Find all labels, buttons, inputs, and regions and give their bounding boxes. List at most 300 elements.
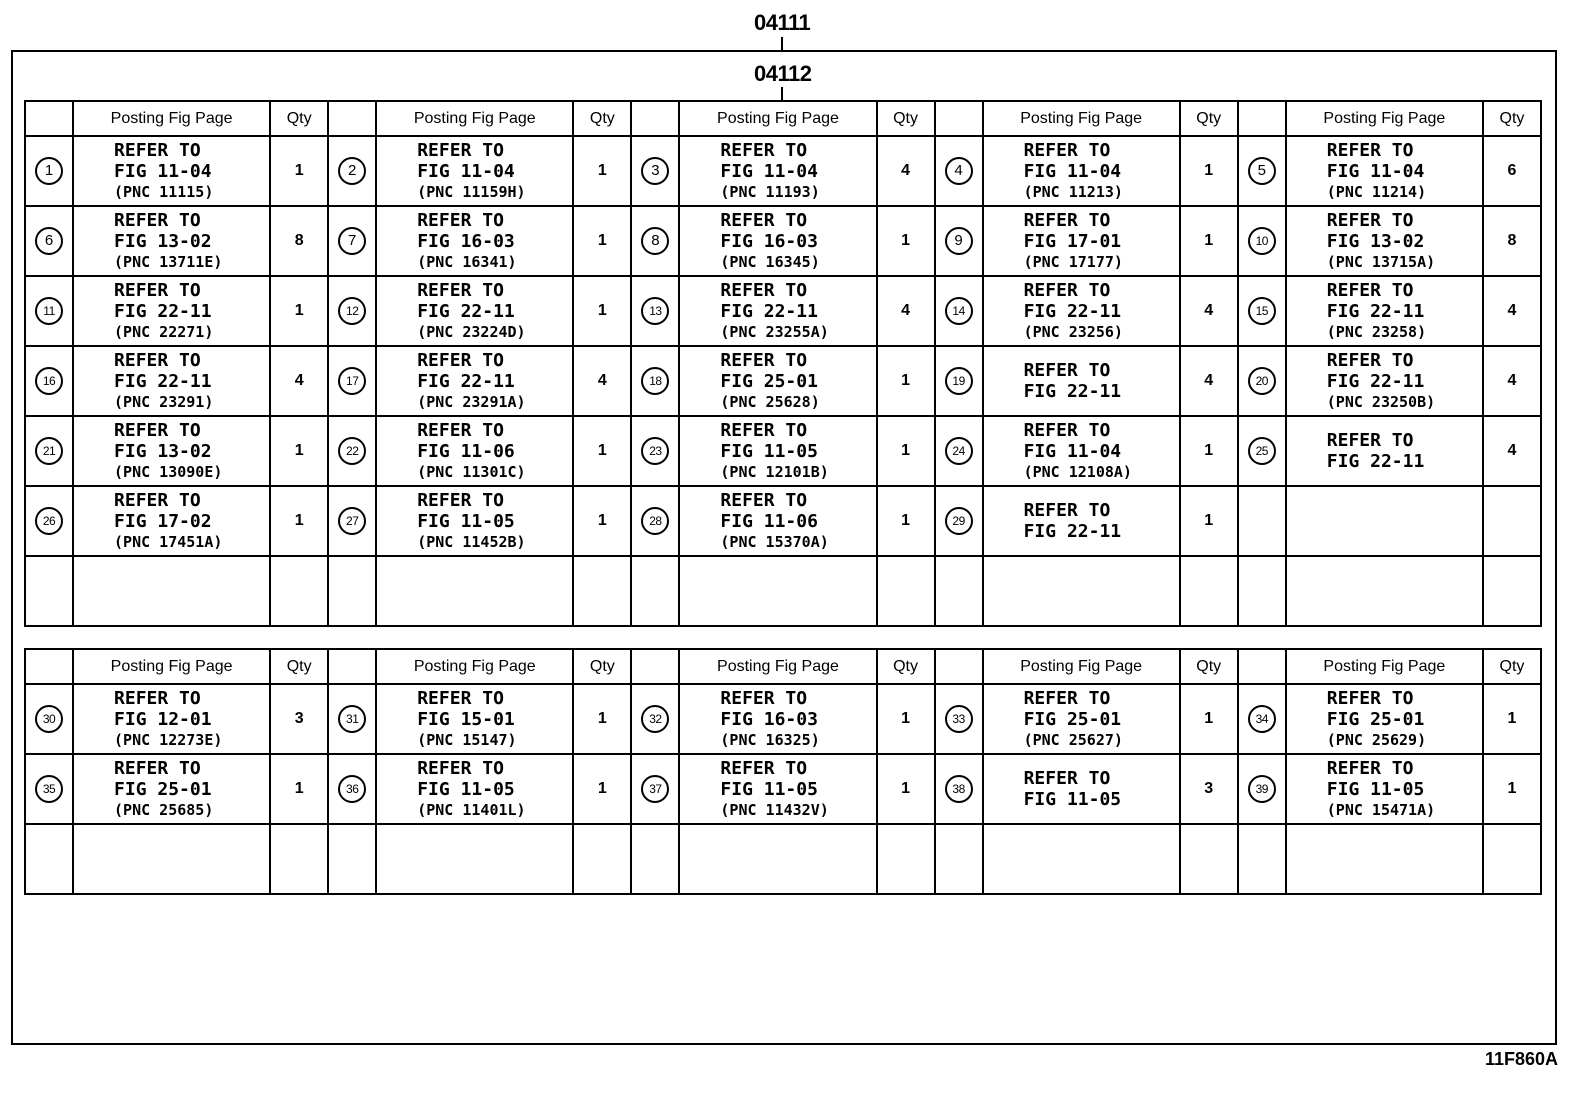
item-number-badge: 20 xyxy=(1248,367,1276,395)
item-number-badge: 25 xyxy=(1248,437,1276,465)
item-number-cell xyxy=(1238,486,1286,556)
header-qty: Qty xyxy=(573,649,631,684)
empty-cell xyxy=(25,556,73,626)
empty-cell xyxy=(631,824,679,894)
item-number-cell xyxy=(328,136,376,206)
qty-cell: 1 xyxy=(877,754,935,824)
qty-cell: 1 xyxy=(877,684,935,754)
qty-cell: 1 xyxy=(1180,136,1238,206)
pnc-reference: (PNC 25628) xyxy=(720,392,820,411)
header-qty: Qty xyxy=(877,649,935,684)
item-number-badge: 9 xyxy=(945,227,973,255)
refer-cell xyxy=(983,136,1180,206)
item-number-cell xyxy=(631,136,679,206)
qty-cell: 6 xyxy=(1483,136,1541,206)
pnc-reference: (PNC 23291) xyxy=(114,392,214,411)
item-number-badge: 13 xyxy=(641,297,669,325)
empty-cell xyxy=(73,824,270,894)
refer-cell xyxy=(1286,346,1483,416)
item-number-badge: 33 xyxy=(945,705,973,733)
pnc-reference: (PNC 23255A) xyxy=(720,322,829,341)
refer-to-label: REFER TO xyxy=(720,139,808,161)
refer-cell xyxy=(679,754,876,824)
qty-cell: 1 xyxy=(1483,754,1541,824)
item-number-badge: 19 xyxy=(945,367,973,395)
fig-reference: FIG 22-11 xyxy=(417,300,515,322)
item-number-badge: 38 xyxy=(945,775,973,803)
parts-table-1 xyxy=(24,100,1542,627)
header-row xyxy=(25,101,1541,136)
item-number-cell xyxy=(1238,276,1286,346)
pnc-reference: (PNC 23256) xyxy=(1023,322,1123,341)
item-number-badge: 37 xyxy=(641,775,669,803)
refer-to-label: REFER TO xyxy=(720,419,808,441)
qty-cell: 1 xyxy=(573,486,631,556)
refer-to-label: REFER TO xyxy=(114,279,201,301)
header-qty: Qty xyxy=(1180,101,1238,136)
item-number-cell xyxy=(631,276,679,346)
empty-row xyxy=(25,556,1541,626)
item-number-cell xyxy=(935,684,983,754)
table-row xyxy=(25,684,1541,754)
header-number-cell xyxy=(935,649,983,684)
item-number-badge: 6 xyxy=(35,227,63,255)
refer-to-label: REFER TO xyxy=(417,349,504,371)
refer-to-label: REFER TO xyxy=(720,489,808,511)
pnc-reference: (PNC 25629) xyxy=(1326,730,1427,749)
table-row xyxy=(25,416,1541,486)
item-number-badge: 5 xyxy=(1248,157,1276,185)
header-qty: Qty xyxy=(1483,101,1541,136)
fig-reference: FIG 13-02 xyxy=(1326,230,1425,252)
fig-reference: FIG 13-02 xyxy=(114,230,212,252)
fig-reference: FIG 11-04 xyxy=(417,160,515,182)
refer-to-label: REFER TO xyxy=(114,489,201,511)
empty-cell xyxy=(679,824,876,894)
header-number-cell xyxy=(1238,649,1286,684)
item-number-badge: 30 xyxy=(35,705,63,733)
empty-cell xyxy=(270,824,328,894)
qty-cell: 1 xyxy=(1180,206,1238,276)
header-row xyxy=(25,649,1541,684)
refer-to-label: REFER TO xyxy=(417,419,504,441)
refer-cell xyxy=(73,486,270,556)
header-number-cell xyxy=(328,101,376,136)
pnc-reference: (PNC 11213) xyxy=(1023,182,1123,201)
item-number-badge: 15 xyxy=(1248,297,1276,325)
fig-reference: FIG 16-03 xyxy=(720,708,818,730)
refer-to-label: REFER TO xyxy=(1023,279,1111,301)
item-number-badge: 3 xyxy=(641,157,669,185)
qty-cell: 3 xyxy=(1180,754,1238,824)
refer-cell xyxy=(1286,754,1483,824)
leader-line-top xyxy=(781,37,783,51)
refer-to-label: REFER TO xyxy=(1326,430,1414,451)
header-number-cell xyxy=(631,101,679,136)
item-number-badge: 1 xyxy=(35,157,63,185)
qty-cell: 1 xyxy=(573,206,631,276)
fig-reference: FIG 11-04 xyxy=(1326,160,1425,182)
refer-to-label: REFER TO xyxy=(720,687,808,709)
item-number-badge: 23 xyxy=(641,437,669,465)
empty-cell xyxy=(573,824,631,894)
assembly-code-sub: 04112 xyxy=(754,61,812,86)
pnc-reference: (PNC 11452B) xyxy=(417,532,526,551)
fig-reference: FIG 11-06 xyxy=(417,440,515,462)
pnc-reference: (PNC 12273E) xyxy=(114,730,223,749)
fig-reference: FIG 11-06 xyxy=(720,510,818,532)
refer-cell xyxy=(376,684,573,754)
empty-cell xyxy=(877,556,935,626)
pnc-reference: (PNC 11301C) xyxy=(417,462,526,481)
fig-reference: FIG 16-03 xyxy=(720,230,818,252)
refer-cell xyxy=(376,486,573,556)
refer-cell xyxy=(679,136,876,206)
fig-reference: FIG 25-01 xyxy=(1326,708,1425,730)
header-number-cell xyxy=(1238,101,1286,136)
item-number-badge: 8 xyxy=(641,227,669,255)
item-number-cell xyxy=(1238,416,1286,486)
qty-cell: 1 xyxy=(877,486,935,556)
refer-cell xyxy=(73,136,270,206)
empty-cell xyxy=(983,824,1180,894)
fig-reference: FIG 22-11 xyxy=(1023,521,1122,542)
refer-cell xyxy=(73,684,270,754)
empty-cell xyxy=(935,556,983,626)
refer-cell xyxy=(1286,136,1483,206)
qty-cell xyxy=(1483,486,1541,556)
qty-cell: 4 xyxy=(877,136,935,206)
refer-to-label: REFER TO xyxy=(1023,500,1111,521)
fig-reference: FIG 22-11 xyxy=(417,370,515,392)
refer-cell xyxy=(679,684,876,754)
fig-reference: FIG 15-01 xyxy=(417,708,515,730)
fig-reference: FIG 11-05 xyxy=(1023,789,1122,810)
fig-reference: FIG 22-11 xyxy=(720,300,818,322)
empty-cell xyxy=(328,824,376,894)
fig-reference: FIG 22-11 xyxy=(1023,300,1122,322)
table-row xyxy=(25,486,1541,556)
empty-cell xyxy=(1180,824,1238,894)
pnc-reference: (PNC 12101B) xyxy=(720,462,829,481)
empty-cell xyxy=(328,556,376,626)
item-number-cell xyxy=(935,754,983,824)
fig-reference: FIG 11-04 xyxy=(720,160,818,182)
refer-cell xyxy=(983,276,1180,346)
item-number-cell xyxy=(1238,136,1286,206)
pnc-reference: (PNC 11159H) xyxy=(417,182,526,201)
qty-cell: 1 xyxy=(1180,684,1238,754)
fig-reference: FIG 22-11 xyxy=(114,300,212,322)
pnc-reference: (PNC 11193) xyxy=(720,182,820,201)
header-qty: Qty xyxy=(1180,649,1238,684)
item-number-badge: 2 xyxy=(338,157,366,185)
header-posting-fig-page: Posting Fig Page xyxy=(983,649,1180,684)
refer-to-label: REFER TO xyxy=(114,349,201,371)
refer-cell xyxy=(679,346,876,416)
qty-cell: 4 xyxy=(1180,276,1238,346)
pnc-reference: (PNC 23224D) xyxy=(417,322,526,341)
qty-cell: 8 xyxy=(270,206,328,276)
empty-cell xyxy=(935,824,983,894)
header-qty: Qty xyxy=(270,101,328,136)
item-number-cell xyxy=(328,346,376,416)
refer-cell xyxy=(1286,684,1483,754)
item-number-badge: 26 xyxy=(35,507,63,535)
refer-cell xyxy=(1286,276,1483,346)
empty-cell xyxy=(1286,824,1483,894)
refer-to-label: REFER TO xyxy=(1023,360,1111,381)
pnc-reference: (PNC 11214) xyxy=(1326,182,1427,201)
header-number-cell xyxy=(935,101,983,136)
item-number-cell xyxy=(631,206,679,276)
pnc-reference: (PNC 17177) xyxy=(1023,252,1123,271)
item-number-badge: 29 xyxy=(945,507,973,535)
refer-to-label: REFER TO xyxy=(1023,687,1111,709)
refer-cell xyxy=(679,416,876,486)
qty-cell: 3 xyxy=(270,684,328,754)
qty-cell: 1 xyxy=(877,346,935,416)
item-number-badge: 27 xyxy=(338,507,366,535)
qty-cell: 1 xyxy=(877,416,935,486)
qty-cell: 1 xyxy=(877,206,935,276)
fig-reference: FIG 11-05 xyxy=(1326,778,1425,800)
illustration-code: 11F860A xyxy=(1484,1049,1558,1069)
qty-cell: 1 xyxy=(270,486,328,556)
header-qty: Qty xyxy=(573,101,631,136)
pnc-reference: (PNC 16345) xyxy=(720,252,820,271)
fig-reference: FIG 11-05 xyxy=(720,778,818,800)
item-number-badge: 10 xyxy=(1248,227,1276,255)
item-number-badge: 39 xyxy=(1248,775,1276,803)
refer-cell xyxy=(983,754,1180,824)
qty-cell: 1 xyxy=(573,136,631,206)
header-posting-fig-page: Posting Fig Page xyxy=(376,101,573,136)
refer-cell xyxy=(73,754,270,824)
table-row xyxy=(25,346,1541,416)
refer-cell xyxy=(983,416,1180,486)
item-number-cell xyxy=(631,346,679,416)
pnc-reference: (PNC 17451A) xyxy=(114,532,223,551)
header-qty: Qty xyxy=(270,649,328,684)
item-number-badge: 34 xyxy=(1248,705,1276,733)
pnc-reference: (PNC 11115) xyxy=(114,182,214,201)
fig-reference: FIG 11-05 xyxy=(417,510,515,532)
qty-cell: 1 xyxy=(573,416,631,486)
refer-to-label: REFER TO xyxy=(720,279,808,301)
header-posting-fig-page: Posting Fig Page xyxy=(376,649,573,684)
fig-reference: FIG 13-02 xyxy=(114,440,212,462)
fig-reference: FIG 11-04 xyxy=(114,160,212,182)
item-number-cell xyxy=(25,346,73,416)
pnc-reference: (PNC 23258) xyxy=(1326,322,1427,341)
qty-cell: 1 xyxy=(1483,684,1541,754)
refer-cell xyxy=(1286,206,1483,276)
fig-reference: FIG 22-11 xyxy=(1326,370,1425,392)
fig-reference: FIG 17-01 xyxy=(1023,230,1122,252)
refer-to-label: REFER TO xyxy=(1023,768,1111,789)
refer-to-label: REFER TO xyxy=(720,757,808,779)
empty-cell xyxy=(573,556,631,626)
refer-cell xyxy=(376,276,573,346)
refer-cell xyxy=(983,684,1180,754)
refer-to-label: REFER TO xyxy=(417,489,504,511)
item-number-badge: 11 xyxy=(35,297,63,325)
header-number-cell xyxy=(25,649,73,684)
refer-to-label: REFER TO xyxy=(114,757,201,779)
refer-to-label: REFER TO xyxy=(1326,757,1414,779)
item-number-badge: 32 xyxy=(641,705,669,733)
refer-to-label: REFER TO xyxy=(417,139,504,161)
item-number-cell xyxy=(935,346,983,416)
header-posting-fig-page: Posting Fig Page xyxy=(73,649,270,684)
item-number-cell xyxy=(328,754,376,824)
item-number-cell xyxy=(328,684,376,754)
pnc-reference: (PNC 11432V) xyxy=(720,800,829,819)
refer-to-label: REFER TO xyxy=(114,419,201,441)
refer-cell xyxy=(376,416,573,486)
item-number-badge: 17 xyxy=(338,367,366,395)
item-number-cell xyxy=(25,136,73,206)
item-number-cell xyxy=(935,276,983,346)
item-number-badge: 31 xyxy=(338,705,366,733)
refer-to-label: REFER TO xyxy=(417,279,504,301)
header-number-cell xyxy=(631,649,679,684)
header-posting-fig-page: Posting Fig Page xyxy=(1286,649,1483,684)
table-row xyxy=(25,136,1541,206)
item-number-cell xyxy=(1238,206,1286,276)
header-number-cell xyxy=(328,649,376,684)
empty-cell xyxy=(631,556,679,626)
refer-to-label: REFER TO xyxy=(417,757,504,779)
pnc-reference: (PNC 15370A) xyxy=(720,532,829,551)
qty-cell: 4 xyxy=(1180,346,1238,416)
refer-to-label: REFER TO xyxy=(114,687,201,709)
item-number-cell xyxy=(935,486,983,556)
item-number-badge: 12 xyxy=(338,297,366,325)
refer-to-label: REFER TO xyxy=(114,139,201,161)
pnc-reference: (PNC 15471A) xyxy=(1326,800,1436,819)
table-row xyxy=(25,754,1541,824)
qty-cell: 4 xyxy=(270,346,328,416)
pnc-reference: (PNC 23250B) xyxy=(1326,392,1436,411)
qty-cell: 4 xyxy=(1483,276,1541,346)
pnc-reference: (PNC 25627) xyxy=(1023,730,1123,749)
item-number-cell xyxy=(935,136,983,206)
refer-cell xyxy=(376,754,573,824)
qty-cell: 4 xyxy=(573,346,631,416)
refer-cell xyxy=(73,276,270,346)
fig-reference: FIG 25-01 xyxy=(114,778,212,800)
qty-cell: 8 xyxy=(1483,206,1541,276)
fig-reference: FIG 22-11 xyxy=(114,370,212,392)
empty-cell xyxy=(1286,556,1483,626)
fig-reference: FIG 22-11 xyxy=(1023,381,1122,402)
refer-cell xyxy=(376,206,573,276)
leader-line-sub xyxy=(781,87,783,101)
empty-cell xyxy=(376,556,573,626)
fig-reference: FIG 25-01 xyxy=(720,370,818,392)
empty-cell xyxy=(1180,556,1238,626)
refer-cell xyxy=(376,346,573,416)
qty-cell: 1 xyxy=(270,416,328,486)
pnc-reference: (PNC 16325) xyxy=(720,730,820,749)
qty-cell: 1 xyxy=(573,276,631,346)
parts-table-2 xyxy=(24,648,1542,895)
header-posting-fig-page: Posting Fig Page xyxy=(983,101,1180,136)
fig-reference: FIG 11-05 xyxy=(720,440,818,462)
item-number-badge: 18 xyxy=(641,367,669,395)
pnc-reference: (PNC 25685) xyxy=(114,800,214,819)
refer-cell xyxy=(983,486,1180,556)
fig-reference: FIG 12-01 xyxy=(114,708,212,730)
refer-cell xyxy=(679,276,876,346)
refer-cell xyxy=(73,416,270,486)
refer-to-label: REFER TO xyxy=(720,349,808,371)
item-number-badge: 16 xyxy=(35,367,63,395)
item-number-badge: 22 xyxy=(338,437,366,465)
header-posting-fig-page: Posting Fig Page xyxy=(679,101,876,136)
refer-to-label: REFER TO xyxy=(417,687,504,709)
header-posting-fig-page: Posting Fig Page xyxy=(1286,101,1483,136)
refer-cell xyxy=(983,206,1180,276)
fig-reference: FIG 25-01 xyxy=(1023,708,1122,730)
item-number-cell xyxy=(935,416,983,486)
item-number-badge: 14 xyxy=(945,297,973,325)
table-row xyxy=(25,276,1541,346)
empty-cell xyxy=(25,824,73,894)
assembly-code-top: 04111 xyxy=(754,10,811,35)
refer-cell xyxy=(983,346,1180,416)
refer-to-label: REFER TO xyxy=(720,209,808,231)
fig-reference: FIG 17-02 xyxy=(114,510,212,532)
empty-cell xyxy=(1238,824,1286,894)
empty-cell xyxy=(877,824,935,894)
fig-reference: FIG 11-04 xyxy=(1023,160,1122,182)
item-number-cell xyxy=(1238,346,1286,416)
pnc-reference: (PNC 23291A) xyxy=(417,392,526,411)
refer-to-label: REFER TO xyxy=(1326,349,1414,371)
item-number-cell xyxy=(25,486,73,556)
qty-cell: 1 xyxy=(270,276,328,346)
table-row xyxy=(25,206,1541,276)
item-number-badge: 28 xyxy=(641,507,669,535)
qty-cell: 1 xyxy=(573,684,631,754)
header-qty: Qty xyxy=(877,101,935,136)
refer-to-label: REFER TO xyxy=(1326,687,1414,709)
item-number-cell xyxy=(328,486,376,556)
item-number-cell xyxy=(631,754,679,824)
fig-reference: FIG 16-03 xyxy=(417,230,515,252)
item-number-cell xyxy=(25,206,73,276)
item-number-cell xyxy=(25,754,73,824)
empty-cell xyxy=(679,556,876,626)
refer-to-label: REFER TO xyxy=(1023,419,1111,441)
fig-reference: FIG 11-05 xyxy=(417,778,515,800)
empty-cell xyxy=(73,556,270,626)
pnc-reference: (PNC 13090E) xyxy=(114,462,223,481)
pnc-reference: (PNC 13715A) xyxy=(1326,252,1436,271)
item-number-cell xyxy=(328,276,376,346)
qty-cell: 1 xyxy=(270,136,328,206)
header-posting-fig-page: Posting Fig Page xyxy=(679,649,876,684)
pnc-reference: (PNC 22271) xyxy=(114,322,214,341)
pnc-reference: (PNC 11401L) xyxy=(417,800,526,819)
item-number-cell xyxy=(631,486,679,556)
item-number-badge: 36 xyxy=(338,775,366,803)
empty-cell xyxy=(1483,824,1541,894)
item-number-cell xyxy=(631,684,679,754)
